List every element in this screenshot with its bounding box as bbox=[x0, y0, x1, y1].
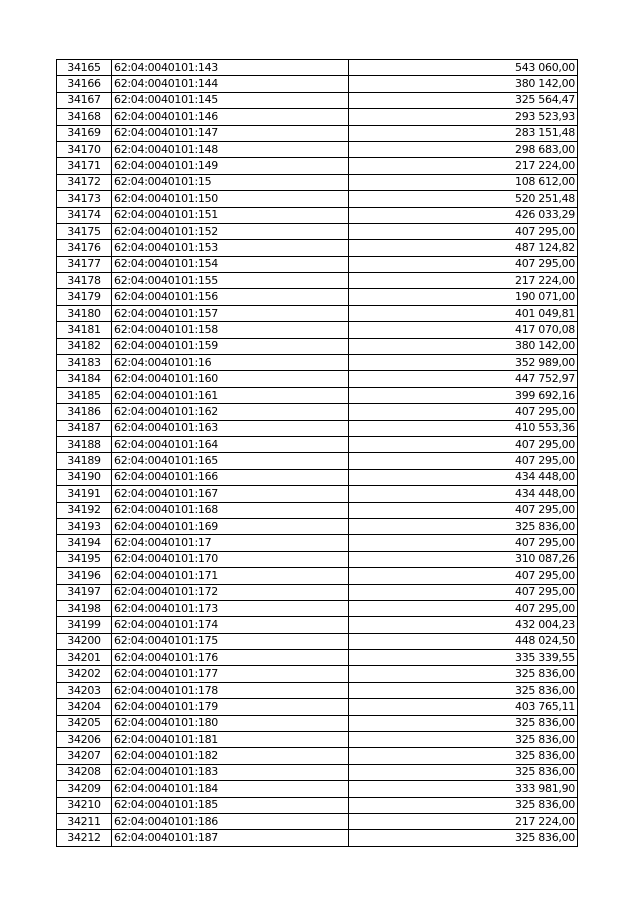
row-number-cell: 34208 bbox=[57, 764, 112, 780]
value-cell: 333 981,90 bbox=[349, 781, 578, 797]
cadastral-number-cell: 62:04:0040101:170 bbox=[112, 551, 349, 567]
value-cell: 325 836,00 bbox=[349, 518, 578, 534]
row-number-cell: 34176 bbox=[57, 240, 112, 256]
value-cell: 190 071,00 bbox=[349, 289, 578, 305]
table-row bbox=[57, 600, 578, 616]
cadastral-number-cell: 62:04:0040101:174 bbox=[112, 617, 349, 633]
table-row bbox=[57, 158, 578, 174]
row-number-cell: 34175 bbox=[57, 223, 112, 239]
row-number-cell: 34211 bbox=[57, 813, 112, 829]
cadastral-number-cell: 62:04:0040101:146 bbox=[112, 109, 349, 125]
table-row bbox=[57, 518, 578, 534]
table-row bbox=[57, 420, 578, 436]
cadastral-number-cell: 62:04:0040101:160 bbox=[112, 371, 349, 387]
value-cell: 434 448,00 bbox=[349, 486, 578, 502]
value-cell: 325 836,00 bbox=[349, 830, 578, 846]
row-number-cell: 34202 bbox=[57, 666, 112, 682]
table-row bbox=[57, 797, 578, 813]
value-cell: 293 523,93 bbox=[349, 109, 578, 125]
table-row bbox=[57, 715, 578, 731]
row-number-cell: 34165 bbox=[57, 60, 112, 76]
cadastral-number-cell: 62:04:0040101:184 bbox=[112, 781, 349, 797]
table-row bbox=[57, 141, 578, 157]
table-row bbox=[57, 371, 578, 387]
table-row bbox=[57, 223, 578, 239]
row-number-cell: 34177 bbox=[57, 256, 112, 272]
table-row bbox=[57, 207, 578, 223]
cadastral-number-cell: 62:04:0040101:17 bbox=[112, 535, 349, 551]
table-row bbox=[57, 469, 578, 485]
cadastral-number-cell: 62:04:0040101:187 bbox=[112, 830, 349, 846]
row-number-cell: 34170 bbox=[57, 141, 112, 157]
cadastral-number-cell: 62:04:0040101:185 bbox=[112, 797, 349, 813]
cadastral-number-cell: 62:04:0040101:159 bbox=[112, 338, 349, 354]
value-cell: 108 612,00 bbox=[349, 174, 578, 190]
table-row bbox=[57, 338, 578, 354]
table-row bbox=[57, 305, 578, 321]
cadastral-number-cell: 62:04:0040101:145 bbox=[112, 92, 349, 108]
table-row bbox=[57, 289, 578, 305]
row-number-cell: 34166 bbox=[57, 76, 112, 92]
table-row bbox=[57, 256, 578, 272]
table-row bbox=[57, 535, 578, 551]
value-cell: 401 049,81 bbox=[349, 305, 578, 321]
value-cell: 407 295,00 bbox=[349, 502, 578, 518]
table-row bbox=[57, 813, 578, 829]
value-cell: 410 553,36 bbox=[349, 420, 578, 436]
row-number-cell: 34179 bbox=[57, 289, 112, 305]
row-number-cell: 34197 bbox=[57, 584, 112, 600]
row-number-cell: 34192 bbox=[57, 502, 112, 518]
table-row bbox=[57, 551, 578, 567]
cadastral-number-cell: 62:04:0040101:164 bbox=[112, 436, 349, 452]
value-cell: 325 836,00 bbox=[349, 732, 578, 748]
cadastral-number-cell: 62:04:0040101:172 bbox=[112, 584, 349, 600]
value-cell: 407 295,00 bbox=[349, 223, 578, 239]
row-number-cell: 34206 bbox=[57, 732, 112, 748]
cadastral-number-cell: 62:04:0040101:154 bbox=[112, 256, 349, 272]
row-number-cell: 34196 bbox=[57, 568, 112, 584]
row-number-cell: 34186 bbox=[57, 404, 112, 420]
cadastral-number-cell: 62:04:0040101:156 bbox=[112, 289, 349, 305]
row-number-cell: 34169 bbox=[57, 125, 112, 141]
cadastral-number-cell: 62:04:0040101:176 bbox=[112, 650, 349, 666]
value-cell: 298 683,00 bbox=[349, 141, 578, 157]
row-number-cell: 34183 bbox=[57, 355, 112, 371]
cadastral-number-cell: 62:04:0040101:181 bbox=[112, 732, 349, 748]
value-cell: 407 295,00 bbox=[349, 256, 578, 272]
value-cell: 380 142,00 bbox=[349, 338, 578, 354]
cadastral-number-cell: 62:04:0040101:161 bbox=[112, 387, 349, 403]
table-row bbox=[57, 584, 578, 600]
table-row bbox=[57, 387, 578, 403]
value-cell: 335 339,55 bbox=[349, 650, 578, 666]
table-row bbox=[57, 617, 578, 633]
value-cell: 432 004,23 bbox=[349, 617, 578, 633]
table-row bbox=[57, 633, 578, 649]
row-number-cell: 34210 bbox=[57, 797, 112, 813]
cadastral-number-cell: 62:04:0040101:173 bbox=[112, 600, 349, 616]
cadastral-number-cell: 62:04:0040101:182 bbox=[112, 748, 349, 764]
value-cell: 399 692,16 bbox=[349, 387, 578, 403]
value-cell: 448 024,50 bbox=[349, 633, 578, 649]
row-number-cell: 34178 bbox=[57, 273, 112, 289]
row-number-cell: 34188 bbox=[57, 436, 112, 452]
row-number-cell: 34190 bbox=[57, 469, 112, 485]
row-number-cell: 34187 bbox=[57, 420, 112, 436]
data-table bbox=[56, 59, 578, 847]
cadastral-number-cell: 62:04:0040101:163 bbox=[112, 420, 349, 436]
row-number-cell: 34205 bbox=[57, 715, 112, 731]
value-cell: 447 752,97 bbox=[349, 371, 578, 387]
cadastral-number-cell: 62:04:0040101:15 bbox=[112, 174, 349, 190]
value-cell: 217 224,00 bbox=[349, 813, 578, 829]
value-cell: 217 224,00 bbox=[349, 158, 578, 174]
row-number-cell: 34194 bbox=[57, 535, 112, 551]
cadastral-number-cell: 62:04:0040101:171 bbox=[112, 568, 349, 584]
row-number-cell: 34173 bbox=[57, 191, 112, 207]
cadastral-number-cell: 62:04:0040101:186 bbox=[112, 813, 349, 829]
row-number-cell: 34171 bbox=[57, 158, 112, 174]
row-number-cell: 34200 bbox=[57, 633, 112, 649]
table-row bbox=[57, 568, 578, 584]
cadastral-number-cell: 62:04:0040101:179 bbox=[112, 699, 349, 715]
row-number-cell: 34168 bbox=[57, 109, 112, 125]
cadastral-number-cell: 62:04:0040101:175 bbox=[112, 633, 349, 649]
table-row bbox=[57, 764, 578, 780]
value-cell: 407 295,00 bbox=[349, 600, 578, 616]
value-cell: 325 836,00 bbox=[349, 666, 578, 682]
row-number-cell: 34181 bbox=[57, 322, 112, 338]
value-cell: 407 295,00 bbox=[349, 535, 578, 551]
cadastral-number-cell: 62:04:0040101:157 bbox=[112, 305, 349, 321]
cadastral-number-cell: 62:04:0040101:149 bbox=[112, 158, 349, 174]
table-row bbox=[57, 273, 578, 289]
value-cell: 407 295,00 bbox=[349, 436, 578, 452]
cadastral-number-cell: 62:04:0040101:16 bbox=[112, 355, 349, 371]
row-number-cell: 34174 bbox=[57, 207, 112, 223]
value-cell: 325 836,00 bbox=[349, 682, 578, 698]
row-number-cell: 34167 bbox=[57, 92, 112, 108]
value-cell: 325 836,00 bbox=[349, 797, 578, 813]
value-cell: 407 295,00 bbox=[349, 453, 578, 469]
value-cell: 543 060,00 bbox=[349, 60, 578, 76]
row-number-cell: 34203 bbox=[57, 682, 112, 698]
value-cell: 310 087,26 bbox=[349, 551, 578, 567]
row-number-cell: 34191 bbox=[57, 486, 112, 502]
row-number-cell: 34180 bbox=[57, 305, 112, 321]
row-number-cell: 34204 bbox=[57, 699, 112, 715]
row-number-cell: 34172 bbox=[57, 174, 112, 190]
cadastral-number-cell: 62:04:0040101:147 bbox=[112, 125, 349, 141]
value-cell: 407 295,00 bbox=[349, 568, 578, 584]
cadastral-number-cell: 62:04:0040101:151 bbox=[112, 207, 349, 223]
table-row bbox=[57, 355, 578, 371]
row-number-cell: 34184 bbox=[57, 371, 112, 387]
value-cell: 434 448,00 bbox=[349, 469, 578, 485]
table-row bbox=[57, 60, 578, 76]
table-row bbox=[57, 682, 578, 698]
value-cell: 325 564,47 bbox=[349, 92, 578, 108]
table-row bbox=[57, 191, 578, 207]
value-cell: 426 033,29 bbox=[349, 207, 578, 223]
table-row bbox=[57, 748, 578, 764]
row-number-cell: 34212 bbox=[57, 830, 112, 846]
value-cell: 325 836,00 bbox=[349, 748, 578, 764]
value-cell: 487 124,82 bbox=[349, 240, 578, 256]
table-row bbox=[57, 125, 578, 141]
table-row bbox=[57, 781, 578, 797]
row-number-cell: 34207 bbox=[57, 748, 112, 764]
row-number-cell: 34182 bbox=[57, 338, 112, 354]
value-cell: 380 142,00 bbox=[349, 76, 578, 92]
value-cell: 407 295,00 bbox=[349, 584, 578, 600]
cadastral-number-cell: 62:04:0040101:148 bbox=[112, 141, 349, 157]
table-row bbox=[57, 830, 578, 846]
row-number-cell: 34195 bbox=[57, 551, 112, 567]
table-row bbox=[57, 436, 578, 452]
cadastral-number-cell: 62:04:0040101:166 bbox=[112, 469, 349, 485]
value-cell: 407 295,00 bbox=[349, 404, 578, 420]
value-cell: 283 151,48 bbox=[349, 125, 578, 141]
value-cell: 520 251,48 bbox=[349, 191, 578, 207]
table-row bbox=[57, 76, 578, 92]
value-cell: 403 765,11 bbox=[349, 699, 578, 715]
cadastral-number-cell: 62:04:0040101:153 bbox=[112, 240, 349, 256]
cadastral-number-cell: 62:04:0040101:143 bbox=[112, 60, 349, 76]
cadastral-number-cell: 62:04:0040101:169 bbox=[112, 518, 349, 534]
table-body bbox=[57, 60, 578, 847]
cadastral-number-cell: 62:04:0040101:165 bbox=[112, 453, 349, 469]
table-row bbox=[57, 453, 578, 469]
row-number-cell: 34193 bbox=[57, 518, 112, 534]
cadastral-number-cell: 62:04:0040101:183 bbox=[112, 764, 349, 780]
table-row bbox=[57, 109, 578, 125]
cadastral-number-cell: 62:04:0040101:144 bbox=[112, 76, 349, 92]
cadastral-number-cell: 62:04:0040101:178 bbox=[112, 682, 349, 698]
table-row bbox=[57, 174, 578, 190]
table-row bbox=[57, 732, 578, 748]
row-number-cell: 34198 bbox=[57, 600, 112, 616]
cadastral-number-cell: 62:04:0040101:168 bbox=[112, 502, 349, 518]
cadastral-number-cell: 62:04:0040101:152 bbox=[112, 223, 349, 239]
cadastral-number-cell: 62:04:0040101:180 bbox=[112, 715, 349, 731]
value-cell: 325 836,00 bbox=[349, 715, 578, 731]
row-number-cell: 34209 bbox=[57, 781, 112, 797]
table-row bbox=[57, 92, 578, 108]
cadastral-number-cell: 62:04:0040101:150 bbox=[112, 191, 349, 207]
cadastral-number-cell: 62:04:0040101:177 bbox=[112, 666, 349, 682]
cadastral-number-cell: 62:04:0040101:167 bbox=[112, 486, 349, 502]
table-row bbox=[57, 240, 578, 256]
table-row bbox=[57, 322, 578, 338]
cadastral-number-cell: 62:04:0040101:162 bbox=[112, 404, 349, 420]
table-row bbox=[57, 650, 578, 666]
table-row bbox=[57, 699, 578, 715]
table-row bbox=[57, 502, 578, 518]
cadastral-number-cell: 62:04:0040101:158 bbox=[112, 322, 349, 338]
row-number-cell: 34185 bbox=[57, 387, 112, 403]
cadastral-number-cell: 62:04:0040101:155 bbox=[112, 273, 349, 289]
table-row bbox=[57, 666, 578, 682]
row-number-cell: 34189 bbox=[57, 453, 112, 469]
value-cell: 217 224,00 bbox=[349, 273, 578, 289]
value-cell: 352 989,00 bbox=[349, 355, 578, 371]
table-row bbox=[57, 486, 578, 502]
value-cell: 325 836,00 bbox=[349, 764, 578, 780]
value-cell: 417 070,08 bbox=[349, 322, 578, 338]
table-row bbox=[57, 404, 578, 420]
row-number-cell: 34201 bbox=[57, 650, 112, 666]
row-number-cell: 34199 bbox=[57, 617, 112, 633]
